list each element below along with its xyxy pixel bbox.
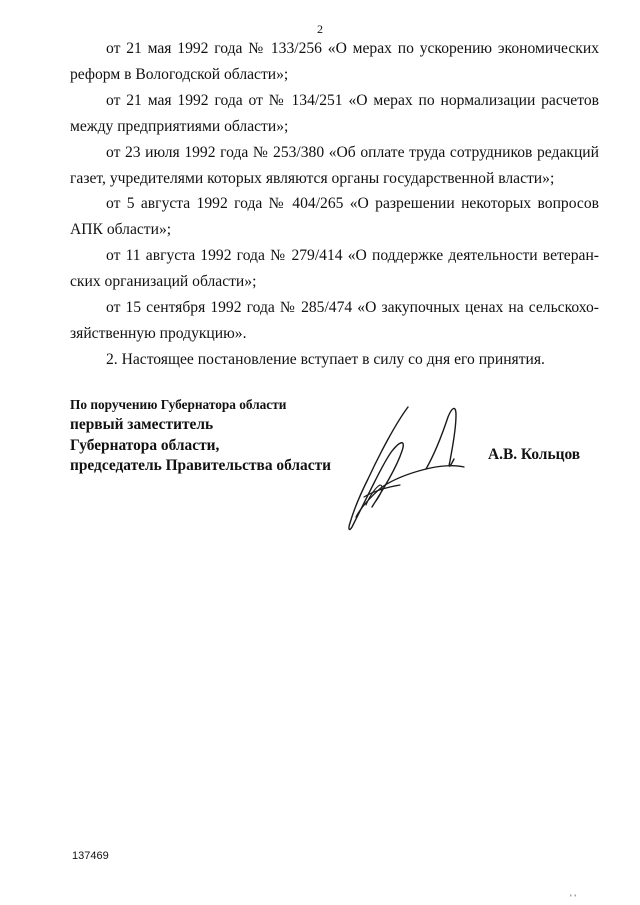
signatory-position-line-1: первый заместитель (70, 416, 214, 433)
document-body (70, 36, 599, 373)
signatory-title-block (70, 395, 331, 477)
signer-name: А.В. Кольцов (488, 446, 581, 463)
footer-marks: ' ' (570, 893, 576, 903)
signatory-position-line-3: председатель Правительства области (70, 457, 331, 474)
decree-list-item-jul-23-253: от 23 июля 1992 года № 253/380 «Об оплате труда сотрудников редакций газет, учредителями которых являются органы государственной власти»; (70, 143, 599, 187)
document-registration-number: 137469 (72, 850, 109, 862)
decree-list-item-may-21-133: от 21 мая 1992 года № 133/256 «О мерах по ускорению экономических реформ в Вологодской области»; (70, 40, 599, 83)
decree-list-item-sep-15-285: от 15 сентября 1992 года № 285/474 «О закупочных ценах на сельскохозяйственную продукцию». (70, 299, 599, 342)
page-number: 2 (317, 22, 323, 36)
signatory-authority-line: По поручению Губернатора области (70, 397, 287, 412)
decree-list-item-aug-5-404: от 5 августа 1992 года № 404/265 «О разрешении некоторых вопросов АПК области»; (70, 195, 599, 239)
handwritten-signature (330, 395, 480, 540)
signatory-position-line-2: Губернатора области, (70, 436, 220, 454)
decree-list-item-may-21-134: от 21 мая 1992 года от № 134/251 «О мерах по нормализации расчетов между предприятиями области»; (70, 91, 599, 135)
decree-list-item-aug-11-279: от 11 августа 1992 года № 279/414 «О поддержке деятельности ветеранских организаций области»; (70, 247, 599, 291)
effective-date-clause: 2. Настоящее постановление вступает в силу со дня его принятия. (106, 350, 545, 368)
